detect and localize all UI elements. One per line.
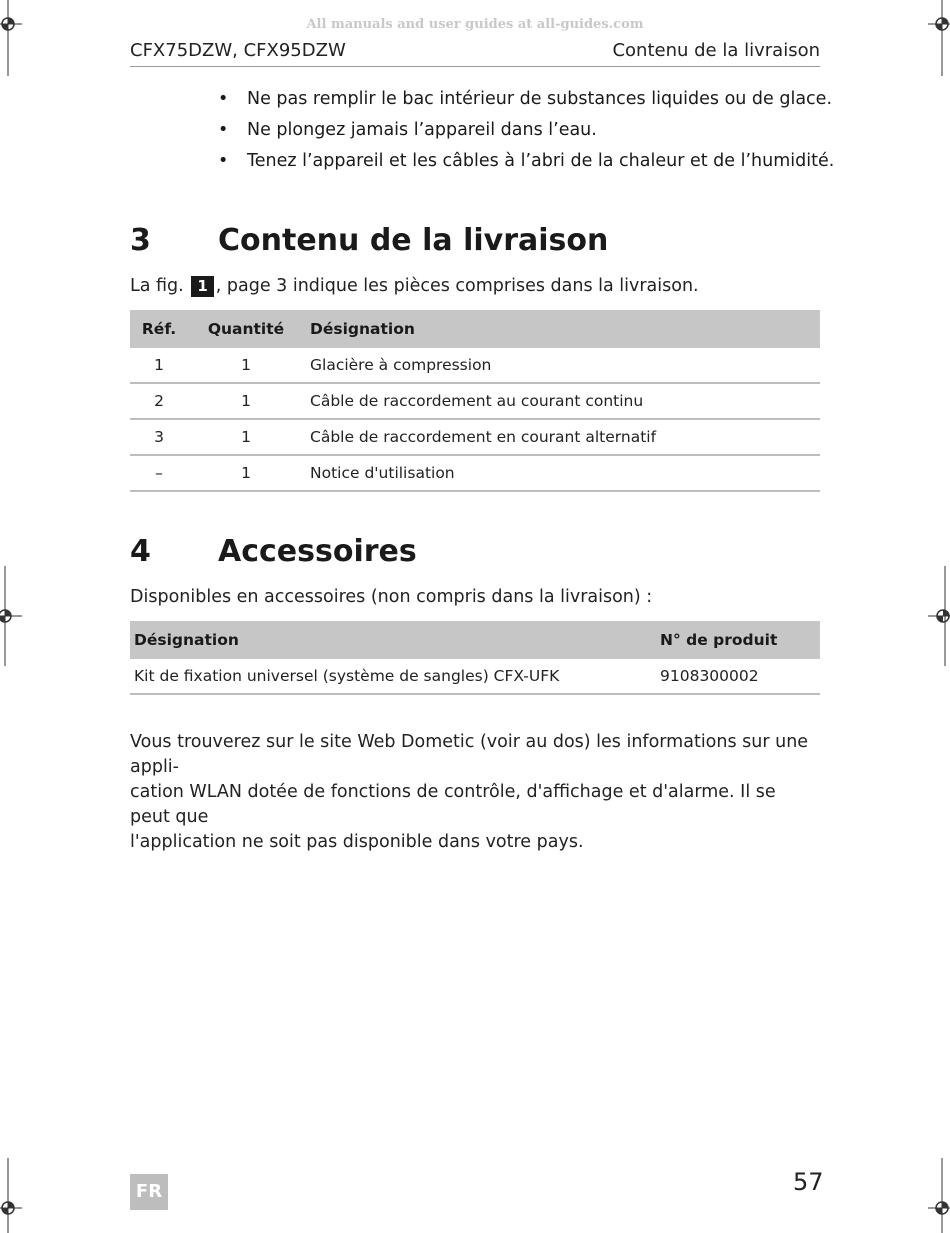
cell-designation: Câble de raccordement au courant continu: [304, 383, 820, 419]
section-title: Accessoires: [218, 534, 417, 569]
intro-text: La fig.: [130, 276, 184, 296]
cell-product-number: 9108300002: [660, 659, 820, 694]
bullet-icon: •: [218, 89, 229, 109]
list-item: [218, 115, 834, 146]
header-model-names: CFX75DZW, CFX95DZW: [130, 40, 346, 61]
registration-mark-icon: [0, 1158, 24, 1233]
section-number: 3: [130, 223, 151, 258]
cell-ref: 2: [130, 383, 188, 419]
bullet-icon: •: [218, 151, 229, 171]
cell-designation: Glacière à compression: [304, 348, 820, 383]
list-item: [218, 146, 834, 177]
bullet-text: Ne pas remplir le bac intérieur de substances liquides ou de glace.: [247, 89, 833, 109]
cell-quantity: 1: [188, 383, 304, 419]
accessories-table: [130, 621, 820, 695]
intro-text: , page 3 indique les pièces comprises dans la livraison.: [215, 276, 699, 296]
registration-mark-icon: [926, 566, 950, 666]
cell-quantity: 1: [188, 348, 304, 383]
figure-reference-badge: 1: [191, 276, 213, 297]
paragraph-line: l'application ne soit pas disponible dans votre pays.: [130, 832, 584, 852]
section-3-intro: [130, 276, 699, 297]
header-section-title: Contenu de la livraison: [612, 40, 820, 61]
page-number: 57: [793, 1168, 824, 1196]
column-header-designation: Désignation: [304, 310, 820, 348]
cell-designation: Notice d'utilisation: [304, 455, 820, 491]
column-header-product-number: N° de produit: [660, 621, 820, 659]
bullet-text: Tenez l’appareil et les câbles à l’abri de la chaleur et de l’humidité.: [247, 151, 835, 171]
cell-ref: 1: [130, 348, 188, 383]
paragraph-line: cation WLAN dotée de fonctions de contrôle, d'affichage et d'alarme. Il se peut que: [130, 782, 776, 827]
section-4-heading: [130, 534, 417, 569]
table-row: [130, 348, 820, 383]
column-header-quantity: Quantité: [188, 310, 304, 348]
cell-designation: Câble de raccordement en courant alternatif: [304, 419, 820, 455]
paragraph-line: Vous trouverez sur le site Web Dometic (voir au dos) les informations sur une appli-: [130, 732, 809, 777]
section-number: 4: [130, 534, 151, 569]
table-header-row: [130, 310, 820, 348]
cell-ref: 3: [130, 419, 188, 455]
cell-designation: Kit de fixation universel (système de sangles) CFX-UFK: [130, 659, 660, 694]
list-item: [218, 84, 834, 115]
watermark: All manuals and user guides at all-guides.com: [306, 17, 644, 32]
app-info-paragraph: [130, 730, 820, 855]
registration-mark-icon: [0, 566, 24, 666]
registration-mark-icon: [0, 0, 24, 76]
table-header-row: [130, 621, 820, 659]
table-row: [130, 383, 820, 419]
table-row: [130, 455, 820, 491]
section-3-heading: [130, 223, 608, 258]
bullet-text: Ne plongez jamais l’appareil dans l’eau.: [247, 120, 597, 140]
column-header-ref: Réf.: [130, 310, 188, 348]
delivery-contents-table: [130, 310, 820, 492]
bullet-icon: •: [218, 120, 229, 140]
table-row: [130, 659, 820, 694]
section-title: Contenu de la livraison: [218, 223, 609, 258]
column-header-designation: Désignation: [130, 621, 660, 659]
section-4-intro: Disponibles en accessoires (non compris dans la livraison) :: [130, 587, 653, 607]
cell-quantity: 1: [188, 455, 304, 491]
registration-mark-icon: [926, 1158, 950, 1233]
cell-ref: –: [130, 455, 188, 491]
language-badge: FR: [130, 1174, 168, 1210]
table-row: [130, 419, 820, 455]
registration-mark-icon: [926, 0, 950, 76]
cell-quantity: 1: [188, 419, 304, 455]
page-header: [130, 40, 820, 67]
safety-bullet-list: [218, 84, 834, 177]
